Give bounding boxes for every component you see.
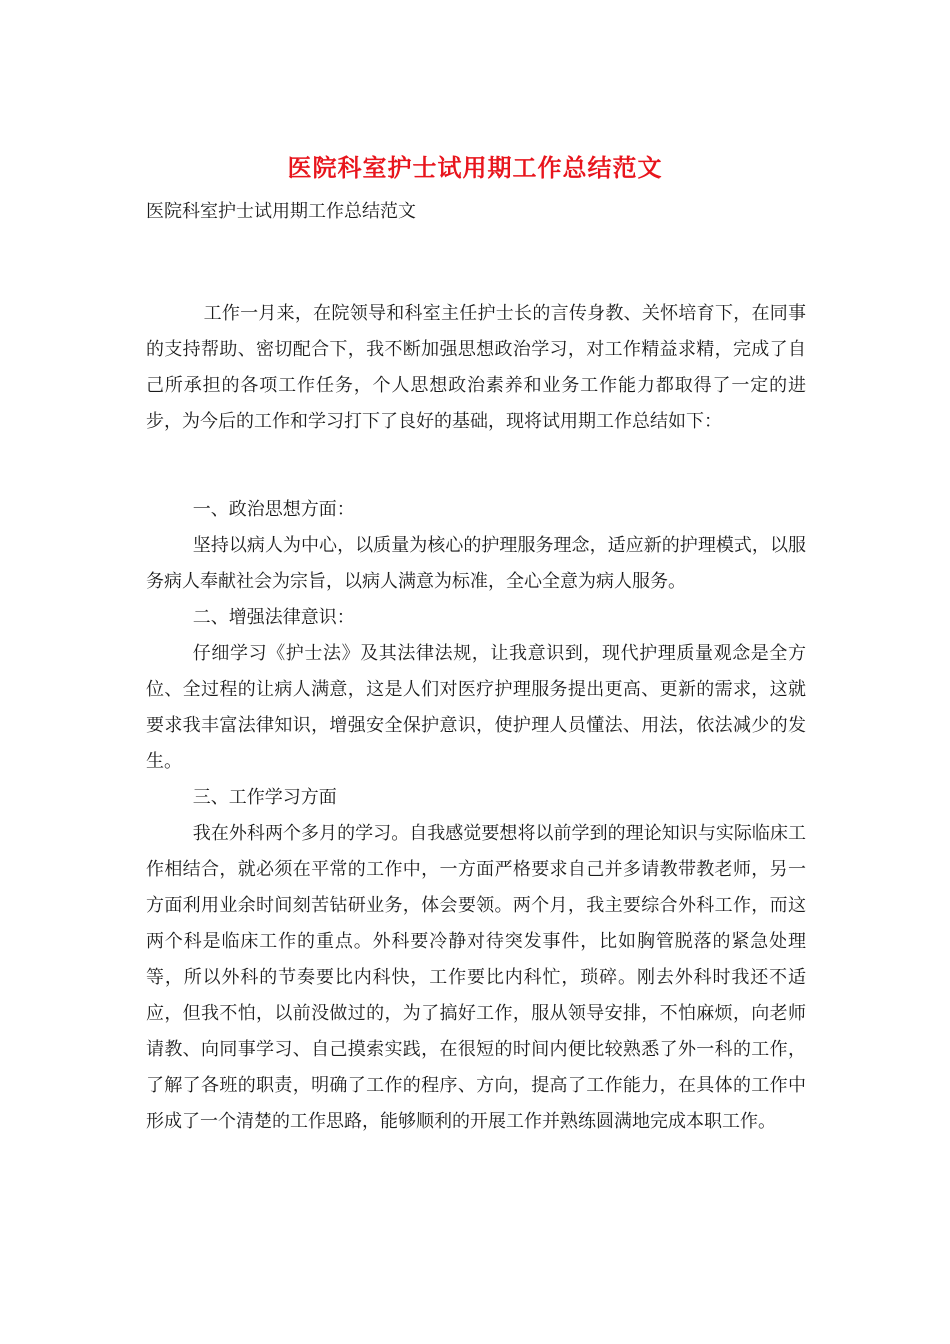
section-text-politics: 坚持以病人为中心，以质量为核心的护理服务理念，适应新的护理模式，以服务病人奉献社会为宗旨，以病人满意为标准，全心全意为病人服务。 [146, 535, 806, 592]
document-subtitle: 医院科室护士试用期工作总结范文 [146, 201, 416, 222]
section-heading-work-study: 三、工作学习方面 [192, 787, 337, 808]
section-heading-politics: 一、政治思想方面： [192, 499, 355, 520]
section-text-work-study: 我在外科两个多月的学习。自我感觉要想将以前学到的理论知识与实际临床工作相结合，就必须在平常的工作中，一方面严格要求自己并多请教带教老师，另一方面利用业余时间刻苦钻研业务，体会要领。两个月，我主要综合外科工作，而这两个科是临床工作的重点。外科要冷静对待突发事件，比如胸管脱落的紧急处理等，所以外科的节奏要比内科快，工作要比内科忙，琐碎。刚去外科时我还不适应，但我不怕，以前没做过的，为了搞好工作，服从领导安排，不怕麻烦，向老师请教、向同事学习、自己摸索实践，在很短的时间内便比较熟悉了外一科的工作，了解了各班的职责，明确了工作的程序、方向，提高了工作能力，在具体的工作中形成了一个清楚的工作思路，能够顺利的开展工作并熟练圆满地完成本职工作。 [146, 823, 806, 1132]
intro-paragraph: 工作一月来，在院领导和科室主任护士长的言传身教、关怀培育下，在同事的支持帮助、密切配合下，我不断加强思想政治学习，对工作精益求精，完成了自己所承担的各项工作任务，个人思想政治素养和业务工作能力都取得了一定的进步，为今后的工作和学习打下了良好的基础，现将试用期工作总结如下： [146, 303, 806, 432]
section-heading-law: 二、增强法律意识： [192, 607, 355, 628]
document-title: 医院科室护士试用期工作总结范文 [287, 153, 663, 182]
document-body [146, 296, 806, 1140]
section-text-law: 仔细学习《护士法》及其法律法规，让我意识到，现代护理质量观念是全方位、全过程的让病人满意，这是人们对医疗护理服务提出更高、更新的需求，这就要求我丰富法律知识，增强安全保护意识，使护理人员懂法、用法，依法减少的发生。 [146, 643, 806, 772]
